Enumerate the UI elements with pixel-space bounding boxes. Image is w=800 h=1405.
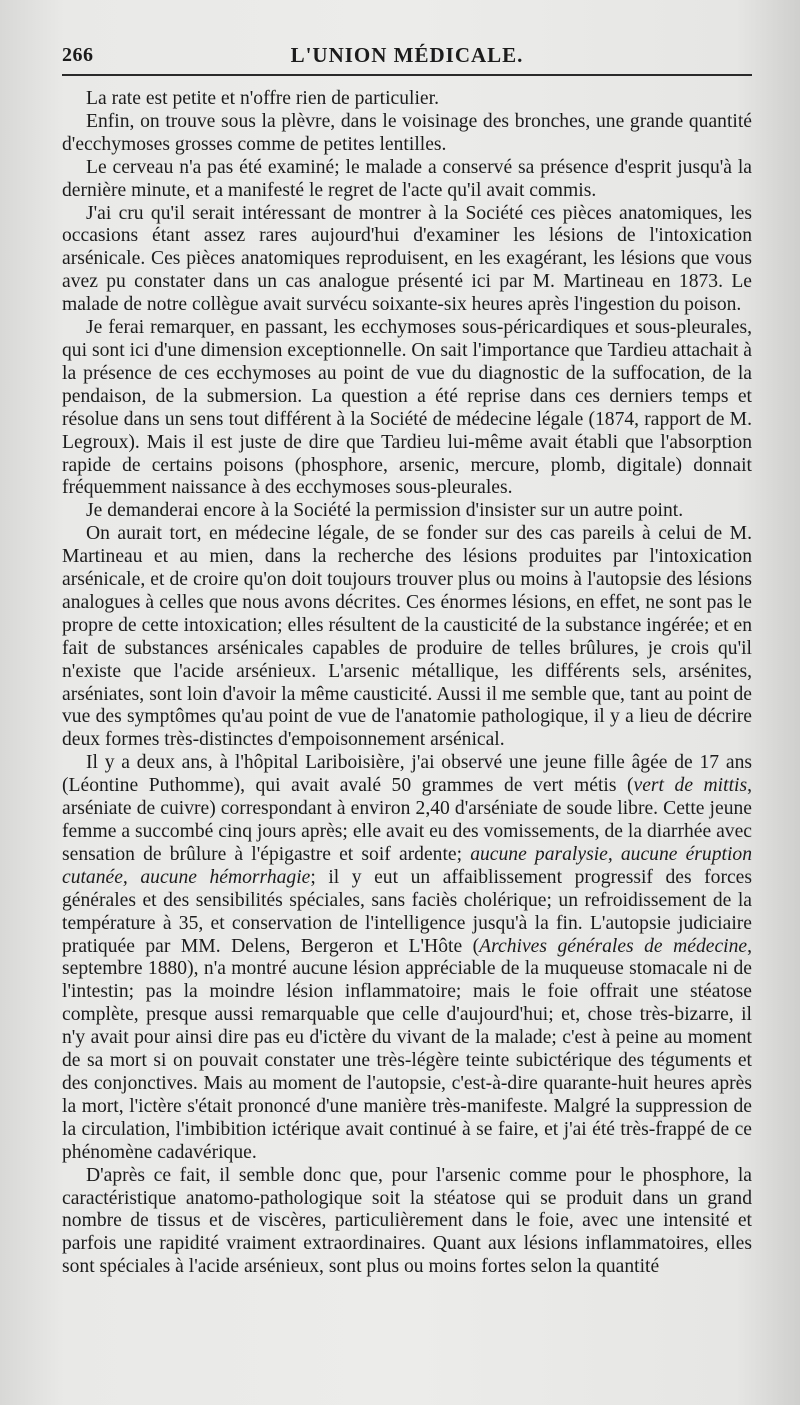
paragraph: Je ferai remarquer, en passant, les ecchymoses sous-péricardiques et sous-pleurales, qui sont ici d'une dimension exceptionnelle. On sait l'importance que Tardieu attachait à la présence de ces ecchymoses au point de vue du diagnostic de la suffocation, de la pendaison, de la submersion. La question a été reprise dans ces derniers temps et résolue dans un sens tout différent à la Société de médecine légale (1874, rapport de M. Legroux). Mais il est juste de dire que Tardieu lui-même avait établi que l'absorption rapide de certains poisons (phosphore, arsenic, mercure, plomb, digitale) donnait fréquemment naissance à des ecchymoses sous-pleurales. xyxy=(62,317,752,499)
text-run: , septembre 1880), n'a montré aucune lésion appréciable de la muqueuse stomacale ni de l'intestin; pas la moindre lésion inflammatoire; mais le foie offrait une stéatose complète, presque aussi remarquable que celle d'aujourd'hui; et, chose très-bizarre, il n'y avait pour ainsi dire pas eu d'ictère du vivant de la malade; c'est à peine au moment de sa mort si on pouvait constater une très-légère teinte subictérique des téguments et des conjonctives. Mais au moment de l'autopsie, c'est-à-dire quarante-huit heures après la mort, l'ictère s'était prononcé d'une manière très-manifeste. Malgré la suppression de la circulation, l'imbibition ictérique avait continué à se faire, et j'ai été très-frappé de ce phénomène cadavérique. xyxy=(62,935,752,1163)
paragraph: Je demanderai encore à la Société la permission d'insister sur un autre point. xyxy=(86,500,684,522)
running-title: L'UNION MÉDICALE. xyxy=(290,43,524,67)
text-run: , arséniate de cuivre) correspondant à environ 2,40 d'arséniate de soude libre. Cette jeune femme a succombé cinq jours après; elle avait eu des vomissements, de la diarrhée avec sensation de brûlure à l'épigastre et soif ardente; xyxy=(62,775,752,865)
italic-run: aucune paralysie, aucune éruption cutanée, aucune hémorrhagie xyxy=(62,843,753,888)
italic-run: Archives générales de médecine xyxy=(479,935,748,957)
italic-run: vert de mittis xyxy=(633,775,748,797)
paragraph xyxy=(62,752,752,1164)
page-header xyxy=(62,30,752,76)
paragraph: On aurait tort, en médecine légale, de se fonder sur des cas pareils à celui de M. Martineau et au mien, dans la recherche des lésions produites par l'intoxication arsénicale, et de croire qu'on doit toujours trouver plus ou moins à l'autopsie des lésions analogues à celles que nous avons décrites. Ces énormes lésions, en effet, ne sont pas le propre de cette intoxication; elles résultent de la causticité de la substance ingérée; et en fait de substances arsénicales capables de produire de telles brûlures, je crois qu'il n'existe que l'acide arsénieux. L'arsenic métallique, les différents sels, arsénites, arséniates, sont loin d'avoir la même causticité. Aussi il me semble que, tant au point de vue des symptômes qu'au point de vue de l'anatomie pathologique, il y a lieu de décrire deux formes très-distinctes d'empoisonnement arsénical. xyxy=(62,523,752,751)
paragraph: Enfin, on trouve sous la plèvre, dans le voisinage des bronches, une grande quantité d'ecchymoses grosses comme de petites lentilles. xyxy=(62,110,752,155)
paragraph: D'après ce fait, il semble donc que, pour l'arsenic comme pour le phosphore, la caractéristique anatomo-pathologique soit la stéatose qui se produit dans un grand nombre de tissus et de viscères, particulièrement dans le foie, avec une intensité et parfois une rapidité vraiment extraordinaires. Quant aux lésions inflammatoires, elles sont spéciales à l'acide arsénieux, sont plus ou moins fortes selon la quantité xyxy=(62,1164,752,1278)
paragraph: La rate est petite et n'offre rien de particulier. xyxy=(86,88,439,109)
text-run: Il y a deux ans, à l'hôpital Lariboisière, j'ai observé une jeune fille âgée de 17 ans (Léontine Puthomme), qui avait avalé 50 grammes de vert métis ( xyxy=(62,752,752,797)
paragraph: Le cerveau n'a pas été examiné; le malade a conservé sa présence d'esprit jusqu'à la dernière minute, et a manifesté le regret de l'acte qu'il avait commis. xyxy=(62,156,752,201)
article-body xyxy=(62,88,752,1279)
paragraph: J'ai cru qu'il serait intéressant de montrer à la Société ces pièces anatomiques, les occasions étant assez rares aujourd'hui d'examiner les lésions de l'intoxication arsénicale. Ces pièces anatomiques reproduisent, en les exagérant, les lésions que vous avez pu constater dans un cas analogue présenté ici par M. Martineau en 1873. Le malade de notre collègue avait survécu soixante-six heures après l'ingestion du poison. xyxy=(62,202,752,316)
page-number: 266 xyxy=(62,44,94,66)
text-run: ; il y eut un affaiblissement progressif des forces générales et des sensibilités spéciales, sans faciès cholérique; un refroidissement de la température à 35, et conservation de l'intelligence jusqu'à la fin. L'autopsie judiciaire pratiquée par MM. Delens, Bergeron et L'Hôte ( xyxy=(62,866,752,957)
